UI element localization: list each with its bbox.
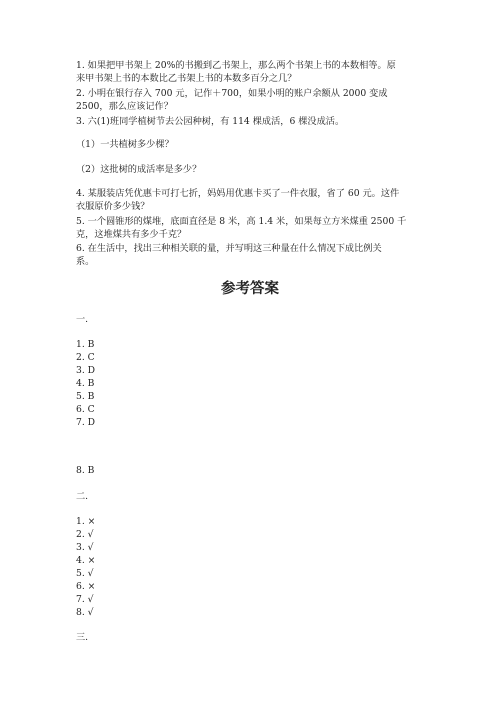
question-4-line-2: 衣服原价多少钱？	[76, 201, 150, 212]
answer-1-7: 7. D	[76, 417, 96, 428]
section-2-heading: 二.	[76, 491, 89, 502]
answer-1-8: 8. B	[76, 465, 95, 476]
answer-1-1: 1. B	[76, 339, 95, 350]
question-3-sub-1: （1）一共植树多少棵？	[76, 139, 174, 150]
question-5-line-2: 克，这堆煤共有多少千克？	[76, 229, 187, 240]
answer-2-4: 4. ×	[76, 555, 96, 566]
answer-1-2: 2. C	[76, 352, 95, 363]
answer-2-2: 2. √	[76, 529, 94, 540]
question-6-line-2: 系。	[76, 256, 95, 267]
question-1-line-2: 来甲书架上书的本数比乙书架上书的本数多百分之几？	[76, 73, 297, 84]
question-1-line-1: 1. 如果把甲书架上 20%的书搬到乙书架上，那么两个书架上书的本数相等。原	[76, 60, 396, 71]
question-6-line-1: 6. 在生活中，找出三种相关联的量，并写明这三种量在什么情况下成比例关	[76, 243, 382, 254]
question-2-line-2: 2500，那么应该记作？	[76, 101, 173, 112]
answer-2-8: 8. √	[76, 607, 94, 618]
answer-2-7: 7. √	[76, 594, 94, 605]
answer-2-1: 1. ×	[76, 516, 96, 527]
question-3-sub-2: （2）这批树的成活率是多少？	[76, 164, 202, 175]
answer-2-5: 5. √	[76, 568, 94, 579]
answer-2-6: 6. ×	[76, 581, 96, 592]
question-5-line-1: 5. 一个圆锥形的煤堆，底面直径是 8 米，高 1.4 米，如果每立方米煤重 2500 千	[76, 216, 407, 227]
section-1-heading: 一.	[76, 314, 89, 325]
answer-2-3: 3. √	[76, 542, 94, 553]
answers-title: 参考答案	[221, 281, 279, 297]
answer-1-5: 5. B	[76, 391, 95, 402]
answer-1-4: 4. B	[76, 378, 95, 389]
section-3-heading: 三.	[76, 632, 89, 643]
question-4-line-1: 4. 某服装店凭优惠卡可打七折，妈妈用优惠卡买了一件衣服，省了 60 元。这件	[76, 188, 400, 199]
answer-1-3: 3. D	[76, 365, 96, 376]
question-3-line-1: 3. 六(1)班同学植树节去公园种树，有 114 棵成活，6 棵没成活。	[76, 116, 345, 127]
question-2-line-1: 2. 小明在银行存入 700 元，记作＋700，如果小明的账户余额从 2000 变成	[76, 88, 388, 99]
answer-1-6: 6. C	[76, 404, 95, 415]
